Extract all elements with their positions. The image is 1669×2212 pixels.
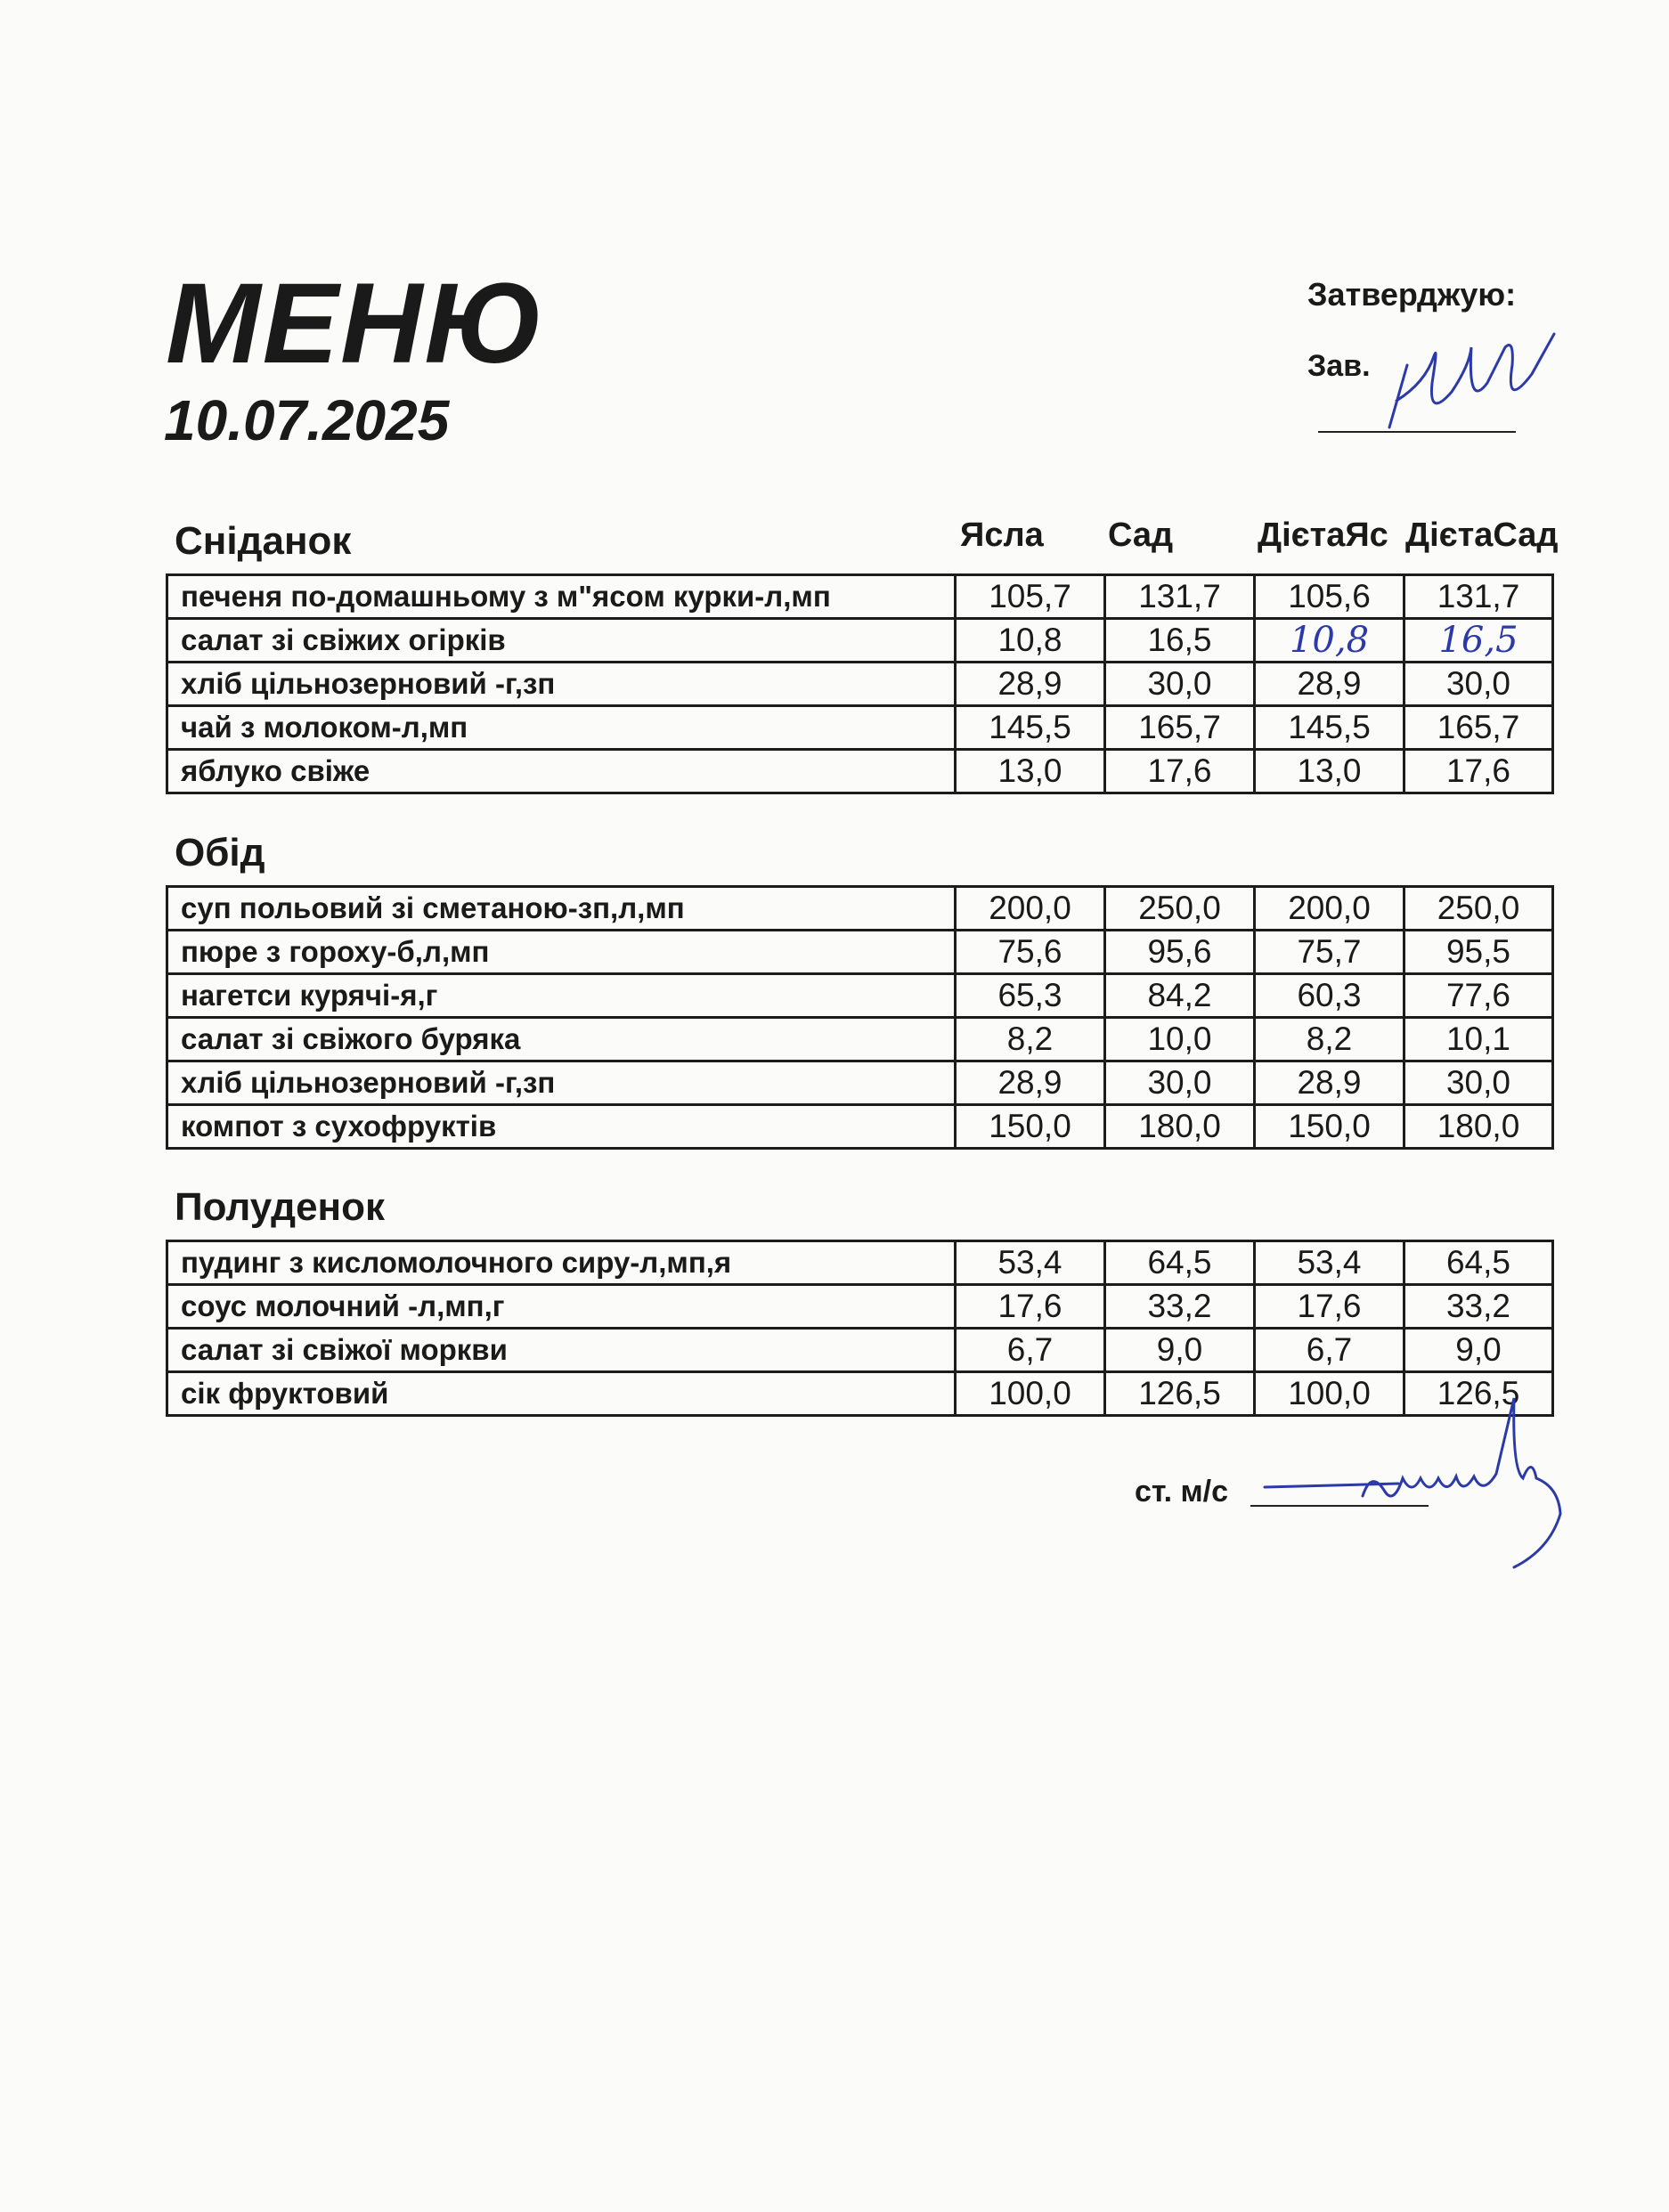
breakfast-table xyxy=(166,573,1554,794)
value-cell: 28,9 xyxy=(1255,1061,1404,1105)
value-cell: 126,5 xyxy=(1105,1372,1255,1416)
nurse-label: ст. м/с xyxy=(1135,1475,1228,1509)
table-row xyxy=(167,750,1553,793)
value-cell: 105,7 xyxy=(956,575,1105,619)
dish-name: суп польовий зі сметаною-зп,л,мп xyxy=(167,887,956,931)
dish-name: хліб цільнозерновий -г,зп xyxy=(167,663,956,706)
value-cell: 75,7 xyxy=(1255,931,1404,974)
value-cell: 16,5 xyxy=(1404,619,1553,663)
value-cell: 165,7 xyxy=(1404,706,1553,750)
value-cell: 180,0 xyxy=(1105,1105,1255,1149)
value-cell: 13,0 xyxy=(1255,750,1404,793)
table-row xyxy=(167,887,1553,931)
dish-name: салат зі свіжої моркви xyxy=(167,1329,956,1372)
column-header-sad: Сад xyxy=(1108,516,1174,554)
value-cell: 28,9 xyxy=(1255,663,1404,706)
column-header-dieta-sad: ДієтаСад xyxy=(1405,516,1559,554)
dish-name: чай з молоком-л,мп xyxy=(167,706,956,750)
value-cell: 10,8 xyxy=(1255,619,1404,663)
value-cell: 33,2 xyxy=(1105,1285,1255,1329)
nurse-signature-mark xyxy=(1229,1371,1603,1594)
value-cell: 84,2 xyxy=(1105,974,1255,1018)
value-cell: 77,6 xyxy=(1404,974,1553,1018)
head-signature-mark xyxy=(1372,329,1567,445)
value-cell: 165,7 xyxy=(1105,706,1255,750)
value-cell: 6,7 xyxy=(1255,1329,1404,1372)
lunch-table xyxy=(166,885,1554,1150)
table-row xyxy=(167,931,1553,974)
value-cell: 30,0 xyxy=(1404,663,1553,706)
value-cell: 17,6 xyxy=(1105,750,1255,793)
value-cell: 30,0 xyxy=(1404,1061,1553,1105)
value-cell: 17,6 xyxy=(1255,1285,1404,1329)
table-row xyxy=(167,619,1553,663)
section-title-lunch: Обід xyxy=(175,831,265,874)
value-cell: 53,4 xyxy=(956,1241,1105,1285)
dish-name: сік фруктовий xyxy=(167,1372,956,1416)
table-row xyxy=(167,1105,1553,1149)
dish-name: компот з сухофруктів xyxy=(167,1105,956,1149)
value-cell: 10,1 xyxy=(1404,1018,1553,1061)
value-cell: 131,7 xyxy=(1404,575,1553,619)
value-cell: 150,0 xyxy=(956,1105,1105,1149)
approval-label: Затверджую: xyxy=(1307,276,1517,313)
value-cell: 250,0 xyxy=(1105,887,1255,931)
dish-name: соус молочний -л,мп,г xyxy=(167,1285,956,1329)
table-row xyxy=(167,1018,1553,1061)
table-row xyxy=(167,663,1553,706)
column-header-yasla: Ясла xyxy=(960,516,1044,554)
value-cell: 145,5 xyxy=(1255,706,1404,750)
value-cell: 131,7 xyxy=(1105,575,1255,619)
dish-name: салат зі свіжих огірків xyxy=(167,619,956,663)
column-header-dieta-yas: ДієтаЯс xyxy=(1258,516,1388,554)
dish-name: салат зі свіжого буряка xyxy=(167,1018,956,1061)
table-row xyxy=(167,706,1553,750)
value-cell: 13,0 xyxy=(956,750,1105,793)
dish-name: пудинг з кисломолочного сиру-л,мп,я xyxy=(167,1241,956,1285)
value-cell: 180,0 xyxy=(1404,1105,1553,1149)
table-row xyxy=(167,1285,1553,1329)
value-cell: 6,7 xyxy=(956,1329,1105,1372)
value-cell: 53,4 xyxy=(1255,1241,1404,1285)
value-cell: 60,3 xyxy=(1255,974,1404,1018)
value-cell: 126,5 xyxy=(1404,1372,1553,1416)
section-title-afternoon-snack: Полуденок xyxy=(175,1185,386,1229)
approval-role: Зав. xyxy=(1307,349,1371,383)
value-cell: 30,0 xyxy=(1105,663,1255,706)
value-cell: 16,5 xyxy=(1105,619,1255,663)
value-cell: 100,0 xyxy=(1255,1372,1404,1416)
dish-name: печеня по-домашньому з м"ясом курки-л,мп xyxy=(167,575,956,619)
dish-name: пюре з гороху-б,л,мп xyxy=(167,931,956,974)
value-cell: 28,9 xyxy=(956,1061,1105,1105)
value-cell: 100,0 xyxy=(956,1372,1105,1416)
value-cell: 9,0 xyxy=(1105,1329,1255,1372)
value-cell: 8,2 xyxy=(1255,1018,1404,1061)
value-cell: 95,6 xyxy=(1105,931,1255,974)
value-cell: 28,9 xyxy=(956,663,1105,706)
value-cell: 17,6 xyxy=(956,1285,1105,1329)
value-cell: 30,0 xyxy=(1105,1061,1255,1105)
dish-name: яблуко свіже xyxy=(167,750,956,793)
value-cell: 10,0 xyxy=(1105,1018,1255,1061)
value-cell: 64,5 xyxy=(1105,1241,1255,1285)
dish-name: хліб цільнозерновий -г,зп xyxy=(167,1061,956,1105)
value-cell: 105,6 xyxy=(1255,575,1404,619)
section-title-breakfast: Сніданок xyxy=(175,519,352,563)
menu-date: 10.07.2025 xyxy=(164,388,450,452)
value-cell: 200,0 xyxy=(956,887,1105,931)
page-title: МЕНЮ xyxy=(166,260,545,387)
value-cell: 8,2 xyxy=(956,1018,1105,1061)
value-cell: 75,6 xyxy=(956,931,1105,974)
table-row xyxy=(167,1329,1553,1372)
dish-name: нагетси курячі-я,г xyxy=(167,974,956,1018)
value-cell: 65,3 xyxy=(956,974,1105,1018)
value-cell: 64,5 xyxy=(1404,1241,1553,1285)
table-row xyxy=(167,974,1553,1018)
value-cell: 145,5 xyxy=(956,706,1105,750)
value-cell: 10,8 xyxy=(956,619,1105,663)
value-cell: 33,2 xyxy=(1404,1285,1553,1329)
value-cell: 250,0 xyxy=(1404,887,1553,931)
value-cell: 150,0 xyxy=(1255,1105,1404,1149)
value-cell: 17,6 xyxy=(1404,750,1553,793)
table-row xyxy=(167,1241,1553,1285)
value-cell: 200,0 xyxy=(1255,887,1404,931)
table-row xyxy=(167,575,1553,619)
value-cell: 95,5 xyxy=(1404,931,1553,974)
value-cell: 9,0 xyxy=(1404,1329,1553,1372)
table-row xyxy=(167,1061,1553,1105)
